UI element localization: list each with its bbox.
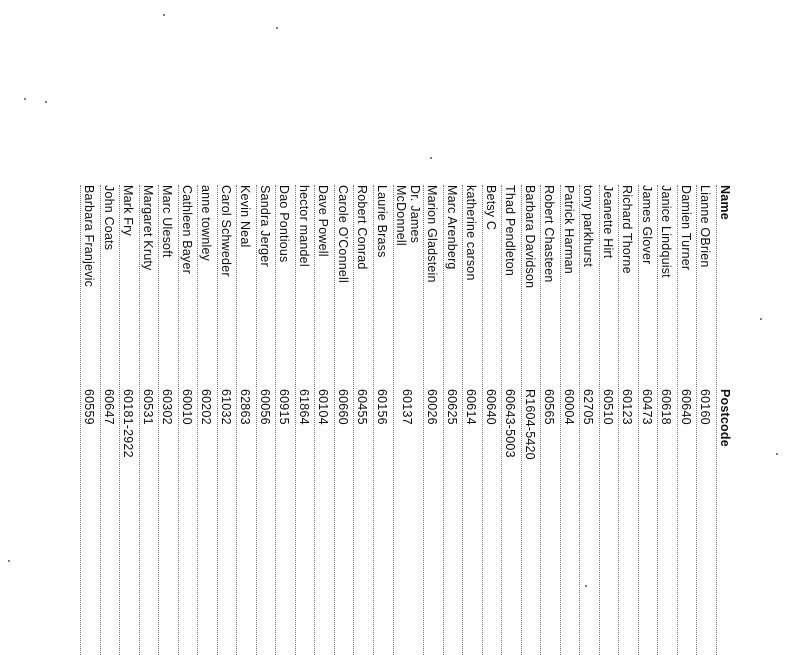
row-divider <box>354 185 355 655</box>
row-divider <box>315 185 316 655</box>
name-postcode-table <box>74 185 734 655</box>
row-postcode: 60056 <box>258 389 272 425</box>
row-postcode: 60531 <box>141 389 155 425</box>
scan-speck <box>276 27 278 29</box>
table-row <box>540 185 559 655</box>
row-divider <box>560 185 561 655</box>
row-divider <box>393 185 394 655</box>
table-row <box>559 185 578 655</box>
table-row <box>696 185 715 655</box>
row-postcode: 60647 <box>102 389 116 425</box>
row-postcode: 60010 <box>180 389 194 425</box>
table-row <box>520 185 539 655</box>
row-divider <box>139 185 140 655</box>
row-name: Robert Chasteen <box>542 185 557 283</box>
table-row <box>138 185 157 655</box>
row-divider <box>178 185 179 655</box>
header-postcode: Postcode <box>718 389 732 447</box>
row-postcode: 62705 <box>581 389 596 425</box>
row-name: Barbara Franjevic <box>82 185 97 288</box>
table-row <box>216 185 235 655</box>
table-row <box>598 185 617 655</box>
row-divider <box>658 185 659 655</box>
table-row <box>392 185 422 655</box>
row-postcode: 60565 <box>542 389 557 425</box>
table-row <box>618 185 637 655</box>
row-divider <box>256 185 257 655</box>
row-postcode: 60643-5003 <box>503 389 518 458</box>
row-divider <box>443 185 444 655</box>
row-postcode: 60660 <box>336 389 350 425</box>
table-row <box>442 185 461 655</box>
table-row <box>80 185 99 655</box>
row-divider <box>599 185 600 655</box>
table-row <box>177 185 196 655</box>
row-name: Damien Turner <box>679 185 693 271</box>
row-name: hector mandel <box>297 185 311 267</box>
table-row <box>275 185 294 655</box>
row-name: Dr. James McDonnell <box>394 185 422 246</box>
row-postcode: 60302 <box>160 389 175 425</box>
row-name: Kevin Neal <box>238 185 253 248</box>
row-name: Mark Fry <box>121 185 136 236</box>
row-divider <box>217 185 218 655</box>
row-postcode: 60160 <box>698 389 713 425</box>
row-name: Jeanette Hirt <box>601 185 615 259</box>
row-postcode: 60473 <box>640 389 654 425</box>
row-name: Betsy C <box>484 185 498 231</box>
row-postcode: 60640 <box>484 389 498 425</box>
row-name: Patrick Harman <box>562 185 576 274</box>
row-divider <box>100 185 101 655</box>
row-divider <box>502 185 503 655</box>
header-name: Name <box>718 185 732 220</box>
row-name: Carol Schweder <box>219 185 233 277</box>
row-divider <box>463 185 464 655</box>
scan-speck <box>585 585 587 587</box>
row-divider <box>638 185 639 655</box>
row-name: anne townley <box>199 185 214 262</box>
row-divider <box>580 185 581 655</box>
scan-speck <box>24 98 26 100</box>
scan-speck <box>45 101 47 103</box>
row-postcode: 60559 <box>82 389 97 425</box>
row-divider <box>237 185 238 655</box>
row-name: Lianne OBrien <box>698 185 713 268</box>
row-divider <box>619 185 620 655</box>
table-row <box>462 185 481 655</box>
row-postcode: 60137 <box>400 389 414 425</box>
row-name: katherine carson <box>464 185 479 281</box>
row-divider <box>716 185 717 655</box>
table-row <box>353 185 372 655</box>
row-divider <box>120 185 121 655</box>
row-divider <box>677 185 678 655</box>
row-name: Janice Lindquist <box>659 185 674 278</box>
table-row <box>481 185 500 655</box>
row-divider <box>424 185 425 655</box>
row-name: Marc Ulesoft <box>160 185 175 258</box>
table-row <box>579 185 598 655</box>
scan-speck <box>776 453 778 455</box>
row-postcode: 60181-2922 <box>121 389 136 458</box>
row-name: Marion Gladstein <box>425 185 440 283</box>
row-name: Cathleen Bayer <box>180 185 194 274</box>
row-divider <box>482 185 483 655</box>
row-name: Thad Pendleton <box>503 185 518 277</box>
row-divider <box>541 185 542 655</box>
row-name: James Glover <box>640 185 654 265</box>
row-name: Sandra Jerger <box>258 185 272 267</box>
table-row <box>294 185 313 655</box>
row-postcode: 60455 <box>355 389 370 425</box>
row-postcode: 60510 <box>601 389 615 425</box>
row-postcode: 60156 <box>375 389 389 425</box>
table-row <box>255 185 274 655</box>
row-postcode: 60026 <box>425 389 440 425</box>
row-divider <box>334 185 335 655</box>
row-divider <box>521 185 522 655</box>
row-name: Richard Thorne <box>620 185 635 274</box>
table-header-row <box>715 185 734 655</box>
row-name: Barbara Davidson <box>523 185 537 289</box>
scan-speck <box>163 14 165 16</box>
row-name: Marc Arenberg <box>445 185 459 270</box>
row-postcode: 60104 <box>316 389 331 425</box>
table-row <box>423 185 442 655</box>
row-divider <box>276 185 277 655</box>
row-name: Dave Powell <box>316 185 331 257</box>
scan-speck <box>8 560 10 562</box>
table-row <box>99 185 118 655</box>
table-row <box>197 185 216 655</box>
row-postcode: 62863 <box>238 389 253 425</box>
table-row <box>637 185 656 655</box>
row-postcode: 60123 <box>620 389 635 425</box>
table-row <box>158 185 177 655</box>
row-divider <box>198 185 199 655</box>
row-name: tony parkhurst <box>581 185 596 268</box>
row-name: John Coats <box>102 185 116 251</box>
row-postcode: 60614 <box>464 389 479 425</box>
row-divider <box>159 185 160 655</box>
row-postcode: 60202 <box>199 389 214 425</box>
table-row <box>236 185 255 655</box>
row-name: Carole O'Connell <box>336 185 350 283</box>
row-postcode: 61864 <box>297 389 311 425</box>
table-row <box>372 185 391 655</box>
row-postcode: 61032 <box>219 389 233 425</box>
row-divider <box>697 185 698 655</box>
table-row <box>333 185 352 655</box>
row-name: Laurie Brass <box>375 185 389 258</box>
table-row <box>119 185 138 655</box>
scan-speck <box>430 157 432 159</box>
row-divider <box>81 185 82 655</box>
row-postcode: R1604-5420 <box>523 389 537 460</box>
row-postcode: 60618 <box>659 389 674 425</box>
row-name: Dao Pontious <box>277 185 292 263</box>
row-postcode: 60640 <box>679 389 693 425</box>
table-row <box>314 185 333 655</box>
row-postcode: 60004 <box>562 389 576 425</box>
table-row <box>676 185 695 655</box>
row-name: Margaret Kruty <box>141 185 155 271</box>
row-divider <box>373 185 374 655</box>
scan-speck <box>760 318 762 320</box>
table-row <box>501 185 520 655</box>
row-name: Robert Conrad <box>355 185 370 270</box>
row-postcode: 60915 <box>277 389 292 425</box>
row-postcode: 60625 <box>445 389 459 425</box>
table-row <box>657 185 676 655</box>
row-divider <box>295 185 296 655</box>
